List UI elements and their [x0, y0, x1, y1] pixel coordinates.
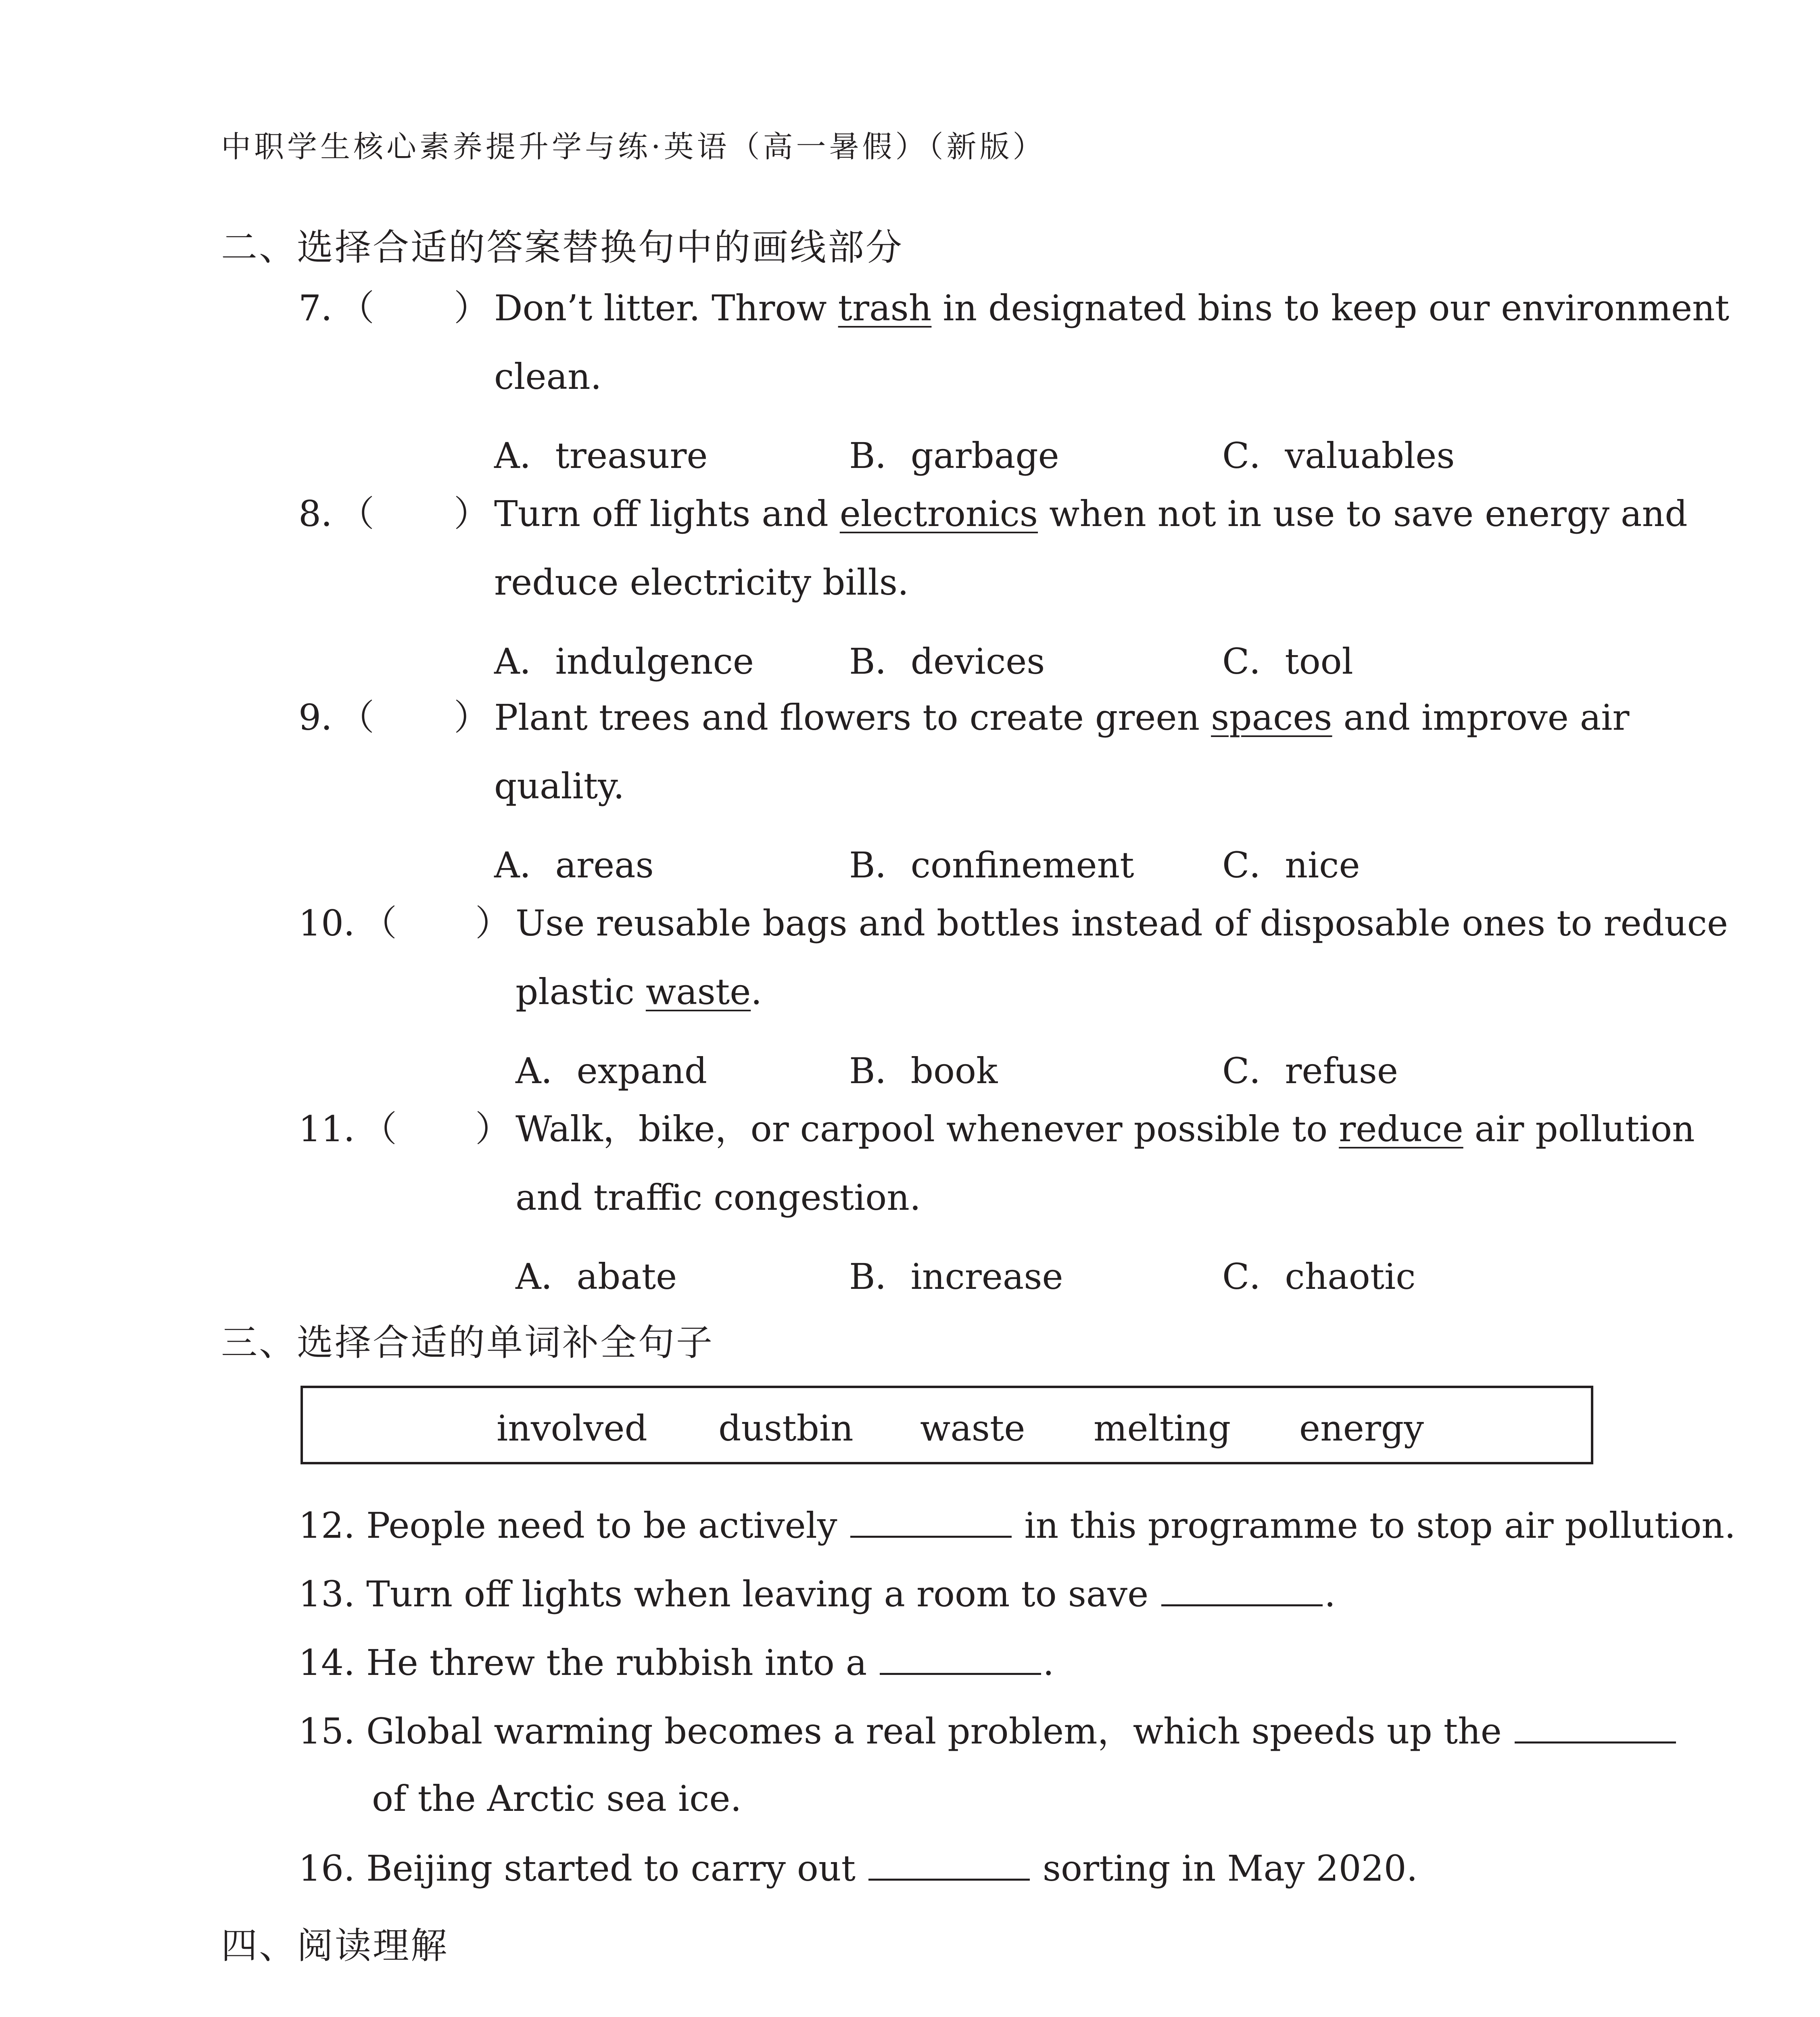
option-a: A．indulgence	[494, 641, 754, 682]
word-bank-item: waste	[920, 1407, 1025, 1449]
question-text-line2: clean.	[494, 356, 602, 397]
word-bank-item: dustbin	[718, 1407, 854, 1449]
question-number: 10．（	[298, 902, 397, 944]
question-number: 7．（	[298, 287, 374, 329]
question-text-line2: and traffic congestion.	[516, 1177, 921, 1218]
section-heading-3: 三、选择合适的单词补全句子	[221, 1322, 714, 1364]
word-bank-item: melting	[1094, 1407, 1231, 1449]
option-c: C．tool	[1222, 641, 1353, 682]
sentence-number: 16.	[298, 1848, 355, 1889]
answer-paren-close: ）	[454, 493, 490, 535]
sentence-14: 14. He threw the rubbish into a .	[298, 1642, 1054, 1683]
option-a: A．treasure	[494, 435, 708, 476]
option-a: A．expand	[516, 1050, 708, 1092]
fill-in-blank[interactable]	[1161, 1575, 1323, 1606]
fill-in-blank[interactable]	[850, 1507, 1012, 1538]
question-number: 8．（	[298, 493, 374, 535]
question-text: Don’t litter. Throw trash in designated bins to keep our environment	[494, 287, 1730, 329]
sentence-15: 15. Global warming becomes a real problem，which speeds up the	[298, 1712, 1595, 1749]
word-bank	[301, 1386, 1593, 1464]
answer-paren-close: ）	[475, 1108, 511, 1150]
answer-paren-close: ）	[454, 697, 490, 738]
fill-in-blank[interactable]	[880, 1644, 1041, 1675]
sentence-number: 15.	[298, 1710, 355, 1752]
word-bank-item: involved	[497, 1407, 647, 1449]
option-c: C．nice	[1222, 844, 1360, 886]
sentence-number: 14.	[298, 1642, 355, 1683]
word-bank-item: energy	[1299, 1407, 1424, 1449]
question-text: Turn off lights and electronics when not in use to save energy and	[494, 493, 1688, 535]
answer-paren-close: ）	[454, 287, 490, 329]
section-heading-2: 二、选择合适的答案替换句中的画线部分	[221, 226, 904, 269]
option-c: C．valuables	[1222, 435, 1455, 476]
option-b: B．increase	[849, 1256, 1063, 1297]
question-text-line2: reduce electricity bills.	[494, 562, 909, 603]
sentence-15-line2: of the Arctic sea ice.	[372, 1778, 742, 1819]
question-text: Use reusable bags and bottles instead of disposable ones to reduce	[516, 902, 1728, 944]
question-text-line2: plastic waste.	[516, 971, 762, 1013]
fill-in-blank[interactable]	[1515, 1712, 1676, 1743]
option-a: A．abate	[516, 1256, 677, 1297]
sentence-number: 12.	[298, 1505, 355, 1546]
question-text: Walk，bike，or carpool whenever possible to reduce air pollution	[516, 1108, 1695, 1150]
option-c: C．chaotic	[1222, 1256, 1416, 1297]
sentence-16: 16. Beijing started to carry out sorting in May 2020.	[298, 1848, 1418, 1889]
option-c: C．refuse	[1222, 1050, 1398, 1092]
question-text: Plant trees and flowers to create green spaces and improve air	[494, 697, 1630, 738]
fill-in-blank[interactable]	[868, 1850, 1030, 1881]
question-number: 9．（	[298, 697, 374, 738]
answer-paren-close: ）	[475, 902, 511, 944]
option-b: B．book	[849, 1050, 998, 1092]
sentence-number: 13.	[298, 1573, 355, 1615]
sentence-13: 13. Turn off lights when leaving a room to save .	[298, 1573, 1336, 1615]
section-heading-4: 四、阅读理解	[221, 1925, 449, 1967]
sentence-12: 12. People need to be actively in this programme to stop air pollution.	[298, 1505, 1736, 1546]
running-header: 中职学生核心素养提升学与练·英语（高一暑假）（新版）	[221, 129, 1046, 164]
option-b: B．devices	[849, 641, 1045, 682]
question-text-line2: quality.	[494, 765, 625, 807]
question-number: 11．（	[298, 1108, 397, 1150]
option-b: B．garbage	[849, 435, 1059, 476]
option-a: A．areas	[494, 844, 654, 886]
option-b: B．confinement	[849, 844, 1134, 886]
